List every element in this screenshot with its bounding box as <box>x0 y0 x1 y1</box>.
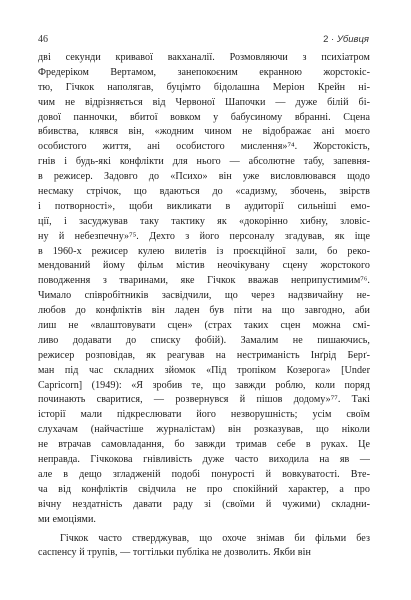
text-line: чим не відрізняється від Червоної Шапочки — дуже білій бі- <box>38 96 370 108</box>
text-line: особистого життя, ані особистого мислення»⁷⁴. Жорстокість, <box>38 141 370 153</box>
chapter-number: 2 <box>323 34 329 45</box>
text-line: ливо додавати до списку фобій). Замалим не пишаючись, <box>38 334 370 346</box>
text-line: режисер розповідав, як реагував на нестриманість Інґрід Берґ- <box>38 349 370 361</box>
text-line: ман під час складних зйомок «Під тропіком Козерога» [Under <box>38 364 370 376</box>
text-line: любов до конфліктів він ладен був піти на що завгодно, аби <box>38 305 370 317</box>
text-line: лиш не «влаштовувати сцен» (страх таких сцен можна смі- <box>38 320 370 332</box>
text-line: слухачам (найчастіше журналістам) він розказував, що ніколи <box>38 424 370 436</box>
text-line: починають сваритися, — розвернувся й пішов додому»⁷⁷. Такі <box>38 394 370 406</box>
body-text <box>38 51 370 561</box>
text-line: вічну нездатність давати раду зі (своїми й чужими) складни- <box>38 498 370 510</box>
text-line: неправда. Гічкокова гнівливість дуже часто виходила на яв — <box>38 454 370 466</box>
text-line: ми емоціями. <box>38 513 96 525</box>
text-line: мендований йому фільм містив неочікувану сцену жорстокого <box>38 260 370 272</box>
running-header <box>38 34 369 45</box>
paragraph <box>38 532 370 562</box>
text-line: і потворності», щоби викликати в аудиторії сильніші емо- <box>38 200 370 212</box>
text-line: вбивства, клявся він, «жодним чином не відображає ані моєго <box>38 126 370 138</box>
text-line: ції, і засуджував таку тактику як «докорінно хибну, зловіс- <box>38 215 370 227</box>
text-line: в режисер. Задовго до «Психо» він уже висловлювався щодо <box>38 171 370 183</box>
text-line: дової панночки, вбитої вовком у бабусиному вбранні. Сцена <box>38 111 370 123</box>
chapter-heading <box>323 34 369 45</box>
text-line: але в дещо згладженій подобі понурості й вовкуватості. Вте- <box>38 468 370 480</box>
paragraph <box>38 51 370 528</box>
text-line: Гічкок часто стверджував, що охоче знімав би фільми без <box>60 532 370 544</box>
text-line: несмаку стрічок, що вдаються до «садизму, збочень, звірств <box>38 186 370 198</box>
text-line: саспенсу й трупів, — тогтільки публіка не дозволить. Якби він <box>38 547 311 559</box>
chapter-title: Убивця <box>336 34 369 45</box>
text-line: в 1960-х режисер кулею вилетів із проєкційної зали, бо реко- <box>38 245 370 257</box>
text-line: дві секунди кривавої вакханалії. Розмовляючи з психіатром <box>38 52 370 63</box>
text-line: гнів і будь-які конфлікти для нього — абсолютне табу, запевня- <box>38 156 370 168</box>
text-line: Чимало співробітників засвідчили, що через надзвичайну не- <box>38 290 370 302</box>
text-line: історії мали підкреслювати його незворушність; усім своїм <box>38 409 370 421</box>
text-line: ча від конфліктів свідчила не про спокійний характер, а про <box>38 483 370 495</box>
chapter-separator: · <box>331 34 335 45</box>
text-line: ну й небезпечну»⁷⁵. Дехто з його персоналу згадував, як іще <box>38 230 370 242</box>
text-line: тю, Гічкок наполягав, буцімто бідолашна Меріон Крейн ні- <box>38 81 370 93</box>
text-line: Фредеріком Вертамом, занепокоєним екранною жорстокіс- <box>38 66 370 78</box>
text-line: поводження з тваринами, яке Гічкок вважав неприпустимим⁷⁶. <box>38 275 370 287</box>
text-line: не втрачав самовладання, бо завжди тримав себе в руках. Це <box>38 439 370 451</box>
text-line: Capricorn] (1949): «Я зробив те, що завжди роблю, коли поряд <box>38 379 370 391</box>
page-number: 46 <box>38 34 48 45</box>
